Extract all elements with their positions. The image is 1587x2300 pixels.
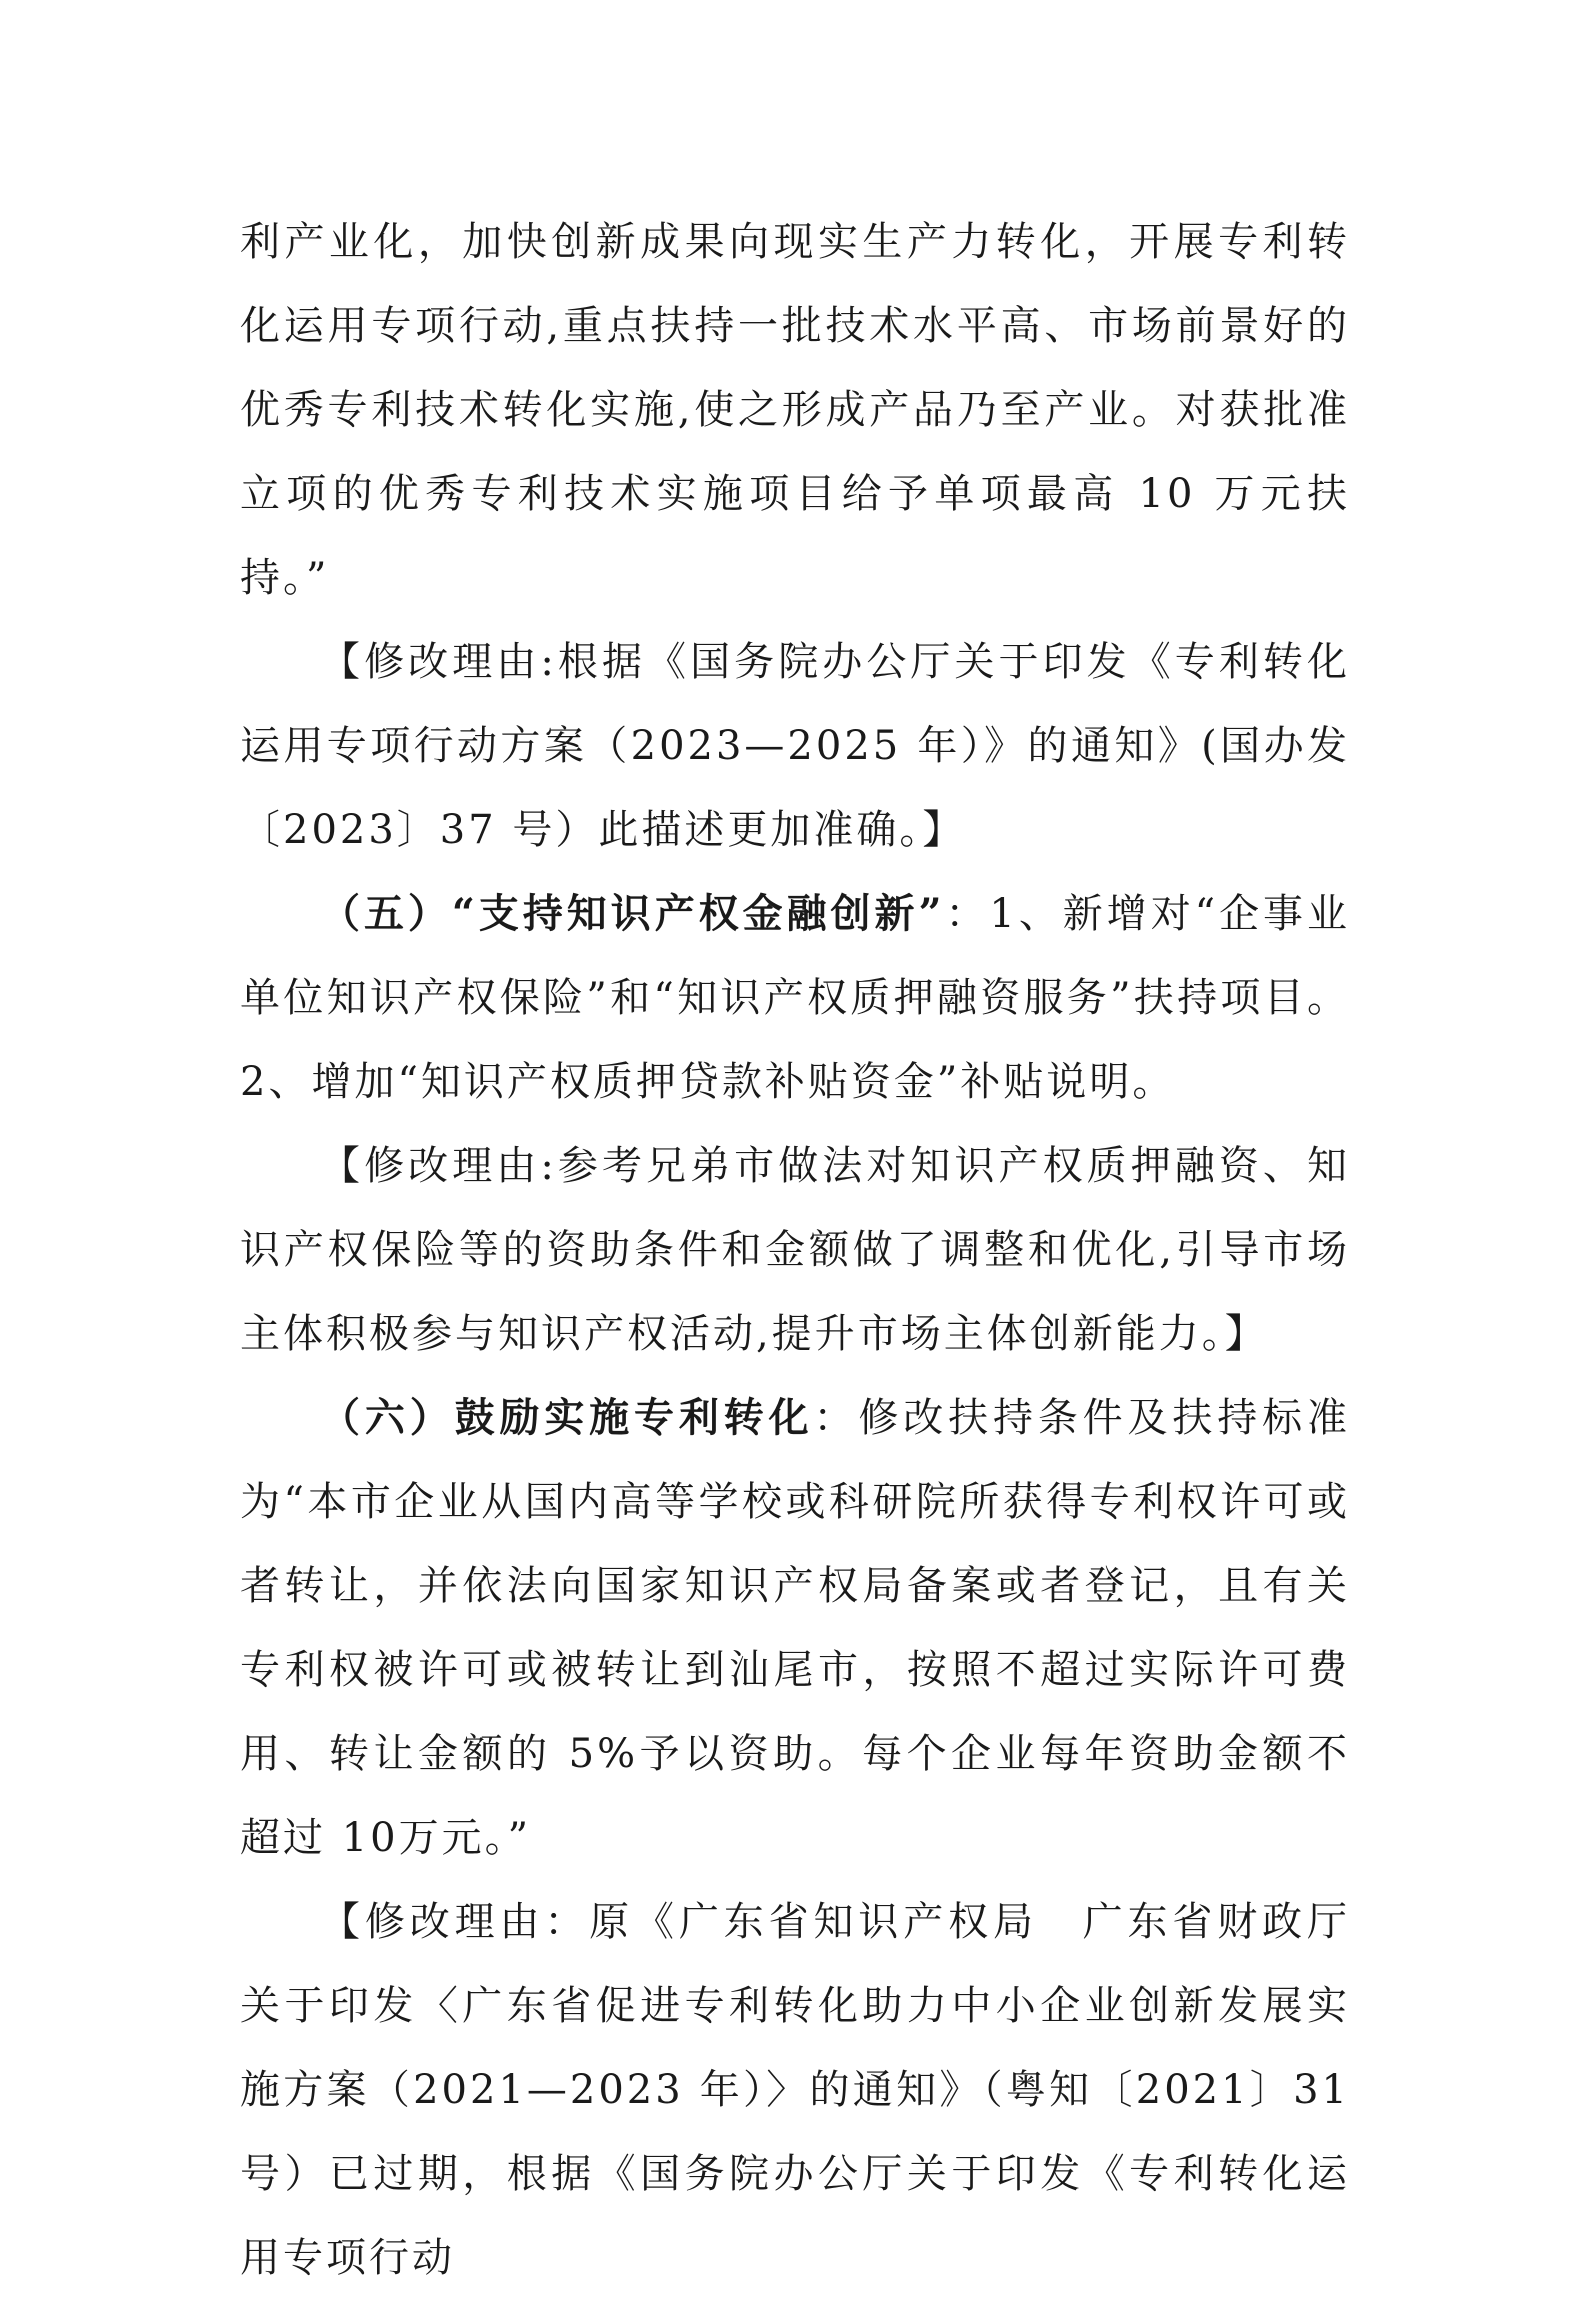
section-heading: （六）鼓励实施专利转化 [320, 1394, 814, 1441]
paragraph-continuation [240, 200, 1350, 620]
paragraph-text: 【修改理由:根据《国务院办公厅关于印发《专利转化运用专项行动方案（2023—2025 年）》的通知》(国办发〔2023〕37 号）此描述更加准确。】 [240, 639, 1350, 853]
paragraph-text: 【修改理由：原《广东省知识产权局 广东省财政厅关于印发〈广东省促进专利转化助力中小企业创新发展实施方案（2021—2023 年）〉的通知》（粤知〔2021〕31 号）已过期，根据《国务院办公厅关于印发《专利转化运用专项行动 [240, 1899, 1350, 2281]
paragraph-section-six [240, 1376, 1350, 1880]
paragraph-text: ：1、新增对“企事业单位知识产权保险”和“知识产权质押融资服务”扶持项目。2、增加“知识产权质押贷款补贴资金”补贴说明。 [240, 891, 1350, 1105]
document-body [240, 200, 1350, 2300]
paragraph-section-five [240, 872, 1350, 1124]
paragraph-text: ：修改扶持条件及扶持标准为“本市企业从国内高等学校或科研院所获得专利权许可或者转让，并依法向国家知识产权局备案或者登记，且有关专利权被许可或被转让到汕尾市，按照不超过实际许可费用、转让金额的 5%予以资助。每个企业每年资助金额不超过 10万元。” [240, 1395, 1350, 1861]
paragraph-revision-reason-2 [240, 1124, 1350, 1376]
paragraph-revision-reason-3 [240, 1880, 1350, 2300]
section-heading: （五）“支持知识产权金融创新” [320, 890, 945, 937]
paragraph-text: 利产业化，加快创新成果向现实生产力转化，开展专利转化运用专项行动,重点扶持一批技术水平高、市场前景好的优秀专利技术转化实施,使之形成产品乃至产业。对获批准立项的优秀专利技术实施项目给予单项最高 10 万元扶持。” [240, 219, 1350, 601]
paragraph-text: 【修改理由:参考兄弟市做法对知识产权质押融资、知识产权保险等的资助条件和金额做了调整和优化,引导市场主体积极参与知识产权活动,提升市场主体创新能力。】 [240, 1143, 1350, 1357]
paragraph-revision-reason-1 [240, 620, 1350, 872]
